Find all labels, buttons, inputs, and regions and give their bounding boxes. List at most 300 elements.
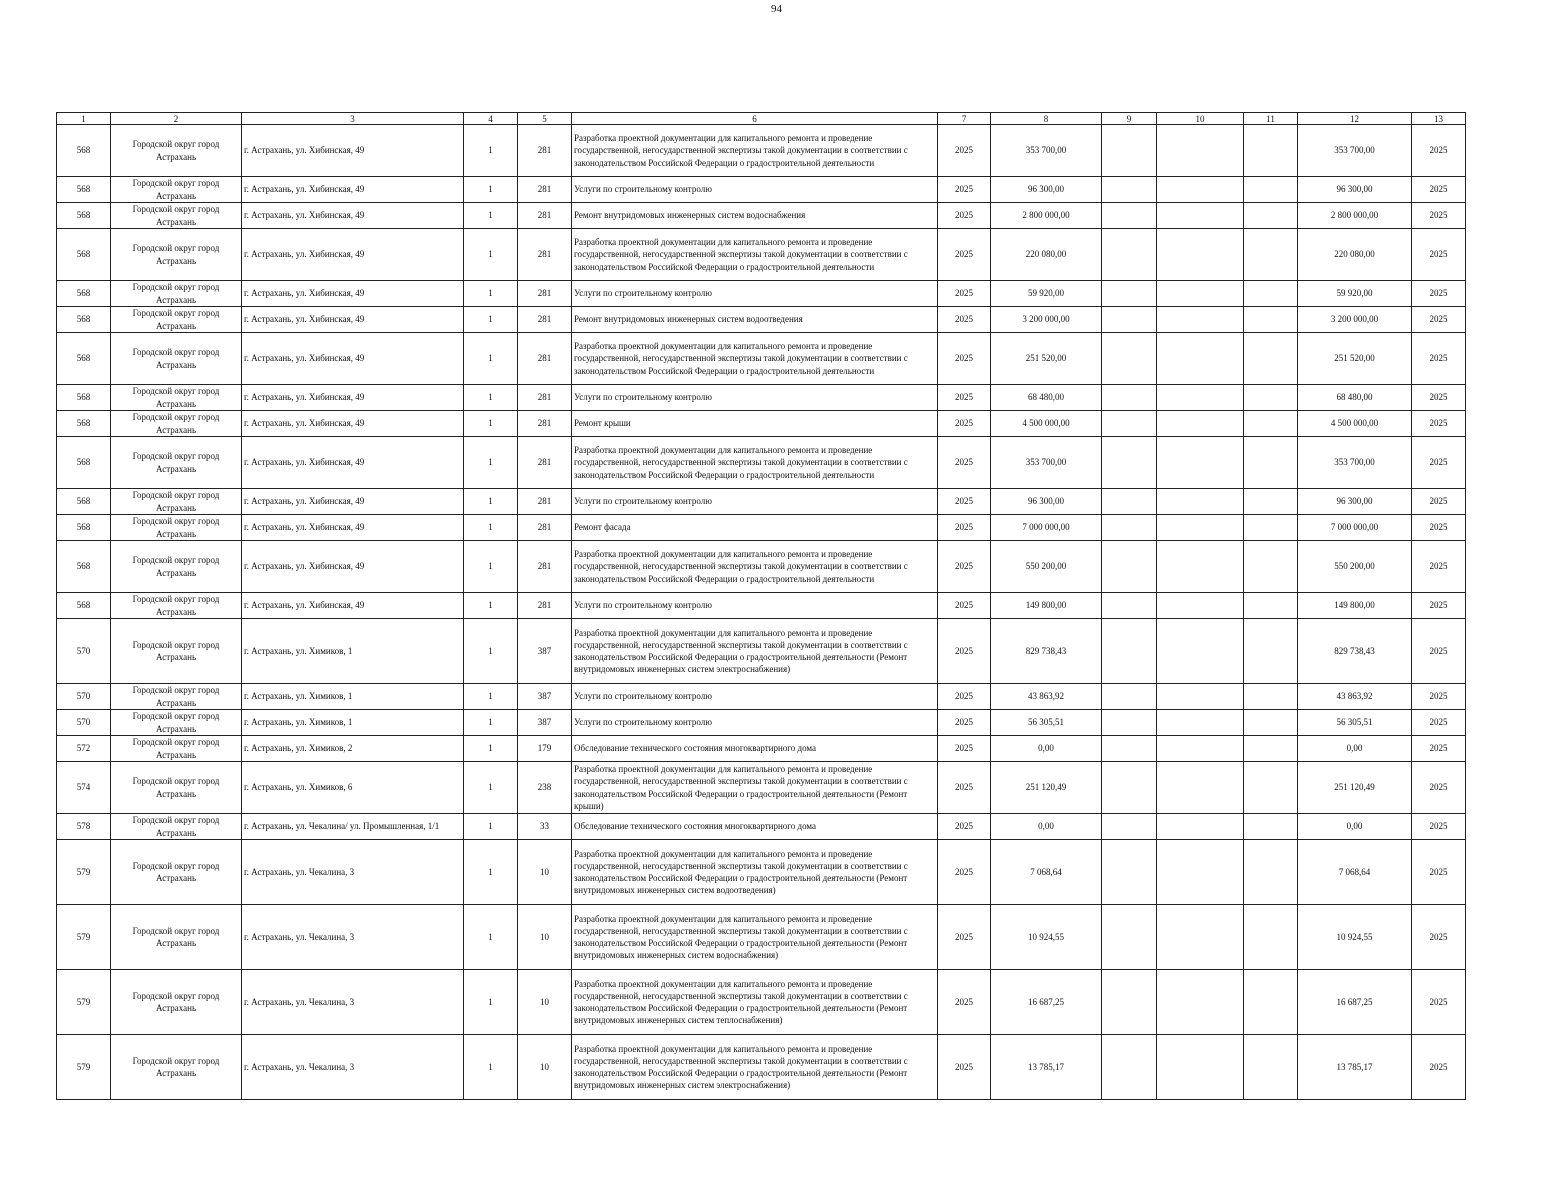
address-cell: г. Астрахань, ул. Химиков, 1 xyxy=(242,619,464,684)
municipality-cell: Городской округ город Астрахань xyxy=(111,593,242,619)
cost-column-12-cell: 353 700,00 xyxy=(1298,437,1412,489)
work-type-cell: Разработка проектной документации для капитального ремонта и проведение государственной, негосударственной экспертизы такой документации в соответствии с законодательством Российской Федерации о градостроительной деятельности (Ремонт внутридомовых инженерных систем теплоснабжения) xyxy=(572,970,938,1035)
column-9-value-cell xyxy=(1102,541,1157,593)
column-9-value-cell xyxy=(1102,281,1157,307)
cost-column-12-cell: 16 687,25 xyxy=(1298,970,1412,1035)
year-completion-cell: 2025 xyxy=(1412,437,1466,489)
header-row xyxy=(57,113,1466,125)
table-row xyxy=(57,736,1466,762)
work-type-cell: Обследование технического состояния многоквартирного дома xyxy=(572,814,938,840)
column-9-value-cell xyxy=(1102,385,1157,411)
column-9-value-cell xyxy=(1102,593,1157,619)
column-5-value-cell: 281 xyxy=(518,125,572,177)
table-row xyxy=(57,125,1466,177)
column-11-value-cell xyxy=(1244,411,1298,437)
column-5-value-cell: 281 xyxy=(518,411,572,437)
address-cell: г. Астрахань, ул. Хибинская, 49 xyxy=(242,489,464,515)
column-10-value-cell xyxy=(1157,229,1244,281)
year-planned-cell: 2025 xyxy=(938,541,991,593)
municipality-cell: Городской округ город Астрахань xyxy=(111,333,242,385)
table-row xyxy=(57,203,1466,229)
column-11-value-cell xyxy=(1244,970,1298,1035)
column-header-4: 4 xyxy=(464,113,518,125)
cost-column-12-cell: 0,00 xyxy=(1298,736,1412,762)
column-9-value-cell xyxy=(1102,307,1157,333)
table-row xyxy=(57,411,1466,437)
column-9-value-cell xyxy=(1102,125,1157,177)
municipality-cell: Городской округ город Астрахань xyxy=(111,489,242,515)
column-10-value-cell xyxy=(1157,177,1244,203)
table-row xyxy=(57,541,1466,593)
column-11-value-cell xyxy=(1244,489,1298,515)
column-11-value-cell xyxy=(1244,814,1298,840)
year-planned-cell: 2025 xyxy=(938,489,991,515)
year-planned-cell: 2025 xyxy=(938,905,991,970)
year-completion-cell: 2025 xyxy=(1412,1035,1466,1100)
municipality-cell: Городской округ город Астрахань xyxy=(111,814,242,840)
column-9-value-cell xyxy=(1102,970,1157,1035)
year-completion-cell: 2025 xyxy=(1412,736,1466,762)
column-5-value-cell: 281 xyxy=(518,515,572,541)
address-cell: г. Астрахань, ул. Хибинская, 49 xyxy=(242,125,464,177)
year-planned-cell: 2025 xyxy=(938,684,991,710)
column-10-value-cell xyxy=(1157,541,1244,593)
column-10-value-cell xyxy=(1157,710,1244,736)
column-4-value-cell: 1 xyxy=(464,203,518,229)
column-5-value-cell: 10 xyxy=(518,970,572,1035)
row-number-cell: 579 xyxy=(57,905,111,970)
municipality-cell: Городской округ город Астрахань xyxy=(111,1035,242,1100)
cost-column-12-cell: 4 500 000,00 xyxy=(1298,411,1412,437)
column-4-value-cell: 1 xyxy=(464,905,518,970)
column-9-value-cell xyxy=(1102,736,1157,762)
year-completion-cell: 2025 xyxy=(1412,619,1466,684)
table-row xyxy=(57,307,1466,333)
year-completion-cell: 2025 xyxy=(1412,333,1466,385)
table-row xyxy=(57,840,1466,905)
municipality-cell: Городской округ город Астрахань xyxy=(111,203,242,229)
column-11-value-cell xyxy=(1244,307,1298,333)
row-number-cell: 568 xyxy=(57,203,111,229)
work-type-cell: Услуги по строительному контролю xyxy=(572,684,938,710)
work-type-cell: Услуги по строительному контролю xyxy=(572,593,938,619)
column-4-value-cell: 1 xyxy=(464,437,518,489)
column-5-value-cell: 281 xyxy=(518,541,572,593)
column-11-value-cell xyxy=(1244,203,1298,229)
column-4-value-cell: 1 xyxy=(464,385,518,411)
year-completion-cell: 2025 xyxy=(1412,203,1466,229)
column-11-value-cell xyxy=(1244,684,1298,710)
work-type-cell: Разработка проектной документации для капитального ремонта и проведение государственной, негосударственной экспертизы такой документации в соответствии с законодательством Российской Федерации о градостроительной деятельности xyxy=(572,333,938,385)
year-planned-cell: 2025 xyxy=(938,593,991,619)
column-9-value-cell xyxy=(1102,515,1157,541)
column-5-value-cell: 281 xyxy=(518,307,572,333)
column-5-value-cell: 281 xyxy=(518,437,572,489)
column-4-value-cell: 1 xyxy=(464,281,518,307)
cost-column-12-cell: 550 200,00 xyxy=(1298,541,1412,593)
column-10-value-cell xyxy=(1157,385,1244,411)
address-cell: г. Астрахань, ул. Чекалина, 3 xyxy=(242,970,464,1035)
municipality-cell: Городской округ город Астрахань xyxy=(111,281,242,307)
cost-total-cell: 829 738,43 xyxy=(991,619,1102,684)
year-planned-cell: 2025 xyxy=(938,385,991,411)
cost-column-12-cell: 56 305,51 xyxy=(1298,710,1412,736)
municipality-cell: Городской округ город Астрахань xyxy=(111,970,242,1035)
column-header-7: 7 xyxy=(938,113,991,125)
table-row xyxy=(57,762,1466,814)
year-completion-cell: 2025 xyxy=(1412,710,1466,736)
cost-total-cell: 10 924,55 xyxy=(991,905,1102,970)
row-number-cell: 568 xyxy=(57,177,111,203)
column-11-value-cell xyxy=(1244,333,1298,385)
municipality-cell: Городской округ город Астрахань xyxy=(111,411,242,437)
column-header-12: 12 xyxy=(1298,113,1412,125)
year-completion-cell: 2025 xyxy=(1412,411,1466,437)
work-type-cell: Услуги по строительному контролю xyxy=(572,281,938,307)
municipality-cell: Городской округ город Астрахань xyxy=(111,541,242,593)
cost-column-12-cell: 251 120,49 xyxy=(1298,762,1412,814)
cost-total-cell: 353 700,00 xyxy=(991,125,1102,177)
column-4-value-cell: 1 xyxy=(464,684,518,710)
municipality-cell: Городской округ город Астрахань xyxy=(111,905,242,970)
row-number-cell: 578 xyxy=(57,814,111,840)
address-cell: г. Астрахань, ул. Химиков, 1 xyxy=(242,710,464,736)
municipality-cell: Городской округ город Астрахань xyxy=(111,684,242,710)
column-10-value-cell xyxy=(1157,762,1244,814)
column-header-6: 6 xyxy=(572,113,938,125)
cost-column-12-cell: 2 800 000,00 xyxy=(1298,203,1412,229)
cost-column-12-cell: 59 920,00 xyxy=(1298,281,1412,307)
work-type-cell: Разработка проектной документации для капитального ремонта и проведение государственной, негосударственной экспертизы такой документации в соответствии с законодательством Российской Федерации о градостроительной деятельности (Ремонт крыши) xyxy=(572,762,938,814)
municipality-cell: Городской округ город Астрахань xyxy=(111,762,242,814)
cost-column-12-cell: 0,00 xyxy=(1298,814,1412,840)
address-cell: г. Астрахань, ул. Хибинская, 49 xyxy=(242,281,464,307)
column-10-value-cell xyxy=(1157,684,1244,710)
year-completion-cell: 2025 xyxy=(1412,593,1466,619)
cost-total-cell: 4 500 000,00 xyxy=(991,411,1102,437)
table-row xyxy=(57,489,1466,515)
column-4-value-cell: 1 xyxy=(464,710,518,736)
address-cell: г. Астрахань, ул. Хибинская, 49 xyxy=(242,541,464,593)
column-5-value-cell: 281 xyxy=(518,385,572,411)
column-5-value-cell: 10 xyxy=(518,1035,572,1100)
work-type-cell: Разработка проектной документации для капитального ремонта и проведение государственной, негосударственной экспертизы такой документации в соответствии с законодательством Российской Федерации о градостроительной деятельности (Ремонт внутридомовых инженерных систем электроснабжения) xyxy=(572,1035,938,1100)
column-11-value-cell xyxy=(1244,177,1298,203)
cost-total-cell: 0,00 xyxy=(991,814,1102,840)
year-planned-cell: 2025 xyxy=(938,281,991,307)
year-planned-cell: 2025 xyxy=(938,970,991,1035)
municipality-cell: Городской округ город Астрахань xyxy=(111,840,242,905)
column-5-value-cell: 179 xyxy=(518,736,572,762)
column-10-value-cell xyxy=(1157,905,1244,970)
address-cell: г. Астрахань, ул. Чекалина/ ул. Промышленная, 1/1 xyxy=(242,814,464,840)
column-4-value-cell: 1 xyxy=(464,515,518,541)
column-11-value-cell xyxy=(1244,281,1298,307)
year-planned-cell: 2025 xyxy=(938,736,991,762)
column-4-value-cell: 1 xyxy=(464,125,518,177)
work-type-cell: Ремонт внутридомовых инженерных систем водоснабжения xyxy=(572,203,938,229)
year-completion-cell: 2025 xyxy=(1412,814,1466,840)
column-header-2: 2 xyxy=(111,113,242,125)
column-4-value-cell: 1 xyxy=(464,736,518,762)
table-row xyxy=(57,684,1466,710)
cost-column-12-cell: 96 300,00 xyxy=(1298,177,1412,203)
column-9-value-cell xyxy=(1102,710,1157,736)
work-type-cell: Ремонт крыши xyxy=(572,411,938,437)
cost-total-cell: 96 300,00 xyxy=(991,489,1102,515)
column-11-value-cell xyxy=(1244,229,1298,281)
cost-column-12-cell: 10 924,55 xyxy=(1298,905,1412,970)
year-completion-cell: 2025 xyxy=(1412,840,1466,905)
column-11-value-cell xyxy=(1244,762,1298,814)
column-4-value-cell: 1 xyxy=(464,411,518,437)
table-row xyxy=(57,905,1466,970)
table-row xyxy=(57,229,1466,281)
column-11-value-cell xyxy=(1244,1035,1298,1100)
cost-column-12-cell: 3 200 000,00 xyxy=(1298,307,1412,333)
work-type-cell: Разработка проектной документации для капитального ремонта и проведение государственной, негосударственной экспертизы такой документации в соответствии с законодательством Российской Федерации о градостроительной деятельности (Ремонт внутридомовых инженерных систем водоснабжения) xyxy=(572,905,938,970)
work-type-cell: Разработка проектной документации для капитального ремонта и проведение государственной, негосударственной экспертизы такой документации в соответствии с законодательством Российской Федерации о градостроительной деятельности xyxy=(572,437,938,489)
row-number-cell: 568 xyxy=(57,515,111,541)
column-10-value-cell xyxy=(1157,333,1244,385)
column-5-value-cell: 281 xyxy=(518,177,572,203)
address-cell: г. Астрахань, ул. Чекалина, 3 xyxy=(242,840,464,905)
cost-total-cell: 7 000 000,00 xyxy=(991,515,1102,541)
column-5-value-cell: 281 xyxy=(518,203,572,229)
column-11-value-cell xyxy=(1244,385,1298,411)
column-9-value-cell xyxy=(1102,411,1157,437)
column-5-value-cell: 281 xyxy=(518,333,572,385)
column-10-value-cell xyxy=(1157,411,1244,437)
year-completion-cell: 2025 xyxy=(1412,905,1466,970)
row-number-cell: 574 xyxy=(57,762,111,814)
column-header-8: 8 xyxy=(991,113,1102,125)
cost-total-cell: 550 200,00 xyxy=(991,541,1102,593)
column-9-value-cell xyxy=(1102,437,1157,489)
row-number-cell: 568 xyxy=(57,541,111,593)
table-row xyxy=(57,177,1466,203)
municipality-cell: Городской округ город Астрахань xyxy=(111,125,242,177)
column-header-1: 1 xyxy=(57,113,111,125)
row-number-cell: 570 xyxy=(57,684,111,710)
column-5-value-cell: 10 xyxy=(518,840,572,905)
year-completion-cell: 2025 xyxy=(1412,307,1466,333)
column-9-value-cell xyxy=(1102,905,1157,970)
year-planned-cell: 2025 xyxy=(938,203,991,229)
address-cell: г. Астрахань, ул. Чекалина, 3 xyxy=(242,1035,464,1100)
column-10-value-cell xyxy=(1157,840,1244,905)
column-4-value-cell: 1 xyxy=(464,762,518,814)
table-row xyxy=(57,515,1466,541)
cost-total-cell: 2 800 000,00 xyxy=(991,203,1102,229)
year-completion-cell: 2025 xyxy=(1412,762,1466,814)
year-planned-cell: 2025 xyxy=(938,840,991,905)
row-number-cell: 568 xyxy=(57,385,111,411)
column-9-value-cell xyxy=(1102,619,1157,684)
cost-total-cell: 3 200 000,00 xyxy=(991,307,1102,333)
column-11-value-cell xyxy=(1244,619,1298,684)
column-4-value-cell: 1 xyxy=(464,619,518,684)
address-cell: г. Астрахань, ул. Хибинская, 49 xyxy=(242,203,464,229)
municipality-cell: Городской округ город Астрахань xyxy=(111,515,242,541)
column-11-value-cell xyxy=(1244,840,1298,905)
municipality-cell: Городской округ город Астрахань xyxy=(111,710,242,736)
column-11-value-cell xyxy=(1244,710,1298,736)
cost-total-cell: 43 863,92 xyxy=(991,684,1102,710)
cost-total-cell: 96 300,00 xyxy=(991,177,1102,203)
cost-total-cell: 68 480,00 xyxy=(991,385,1102,411)
column-4-value-cell: 1 xyxy=(464,814,518,840)
year-completion-cell: 2025 xyxy=(1412,541,1466,593)
column-11-value-cell xyxy=(1244,736,1298,762)
year-completion-cell: 2025 xyxy=(1412,970,1466,1035)
page-number: 94 xyxy=(771,3,782,15)
column-9-value-cell xyxy=(1102,177,1157,203)
address-cell: г. Астрахань, ул. Химиков, 6 xyxy=(242,762,464,814)
column-4-value-cell: 1 xyxy=(464,489,518,515)
cost-total-cell: 56 305,51 xyxy=(991,710,1102,736)
cost-total-cell: 251 520,00 xyxy=(991,333,1102,385)
cost-column-12-cell: 220 080,00 xyxy=(1298,229,1412,281)
table-row xyxy=(57,385,1466,411)
address-cell: г. Астрахань, ул. Химиков, 2 xyxy=(242,736,464,762)
address-cell: г. Астрахань, ул. Хибинская, 49 xyxy=(242,593,464,619)
column-9-value-cell xyxy=(1102,333,1157,385)
municipality-cell: Городской округ город Астрахань xyxy=(111,619,242,684)
work-type-cell: Разработка проектной документации для капитального ремонта и проведение государственной, негосударственной экспертизы такой документации в соответствии с законодательством Российской Федерации о градостроительной деятельности xyxy=(572,229,938,281)
year-planned-cell: 2025 xyxy=(938,814,991,840)
year-planned-cell: 2025 xyxy=(938,762,991,814)
column-10-value-cell xyxy=(1157,203,1244,229)
column-5-value-cell: 33 xyxy=(518,814,572,840)
year-planned-cell: 2025 xyxy=(938,229,991,281)
column-4-value-cell: 1 xyxy=(464,970,518,1035)
address-cell: г. Астрахань, ул. Чекалина, 3 xyxy=(242,905,464,970)
municipality-cell: Городской округ город Астрахань xyxy=(111,229,242,281)
column-5-value-cell: 387 xyxy=(518,619,572,684)
column-10-value-cell xyxy=(1157,437,1244,489)
work-type-cell: Разработка проектной документации для капитального ремонта и проведение государственной, негосударственной экспертизы такой документации в соответствии с законодательством Российской Федерации о градостроительной деятельности xyxy=(572,541,938,593)
address-cell: г. Астрахань, ул. Хибинская, 49 xyxy=(242,229,464,281)
column-4-value-cell: 1 xyxy=(464,593,518,619)
column-4-value-cell: 1 xyxy=(464,229,518,281)
table-row xyxy=(57,593,1466,619)
cost-column-12-cell: 7 068,64 xyxy=(1298,840,1412,905)
cost-column-12-cell: 68 480,00 xyxy=(1298,385,1412,411)
column-5-value-cell: 387 xyxy=(518,684,572,710)
municipality-cell: Городской округ город Астрахань xyxy=(111,736,242,762)
work-type-cell: Ремонт фасада xyxy=(572,515,938,541)
row-number-cell: 568 xyxy=(57,229,111,281)
cost-total-cell: 16 687,25 xyxy=(991,970,1102,1035)
works-table xyxy=(56,112,1466,1100)
column-9-value-cell xyxy=(1102,1035,1157,1100)
column-11-value-cell xyxy=(1244,541,1298,593)
address-cell: г. Астрахань, ул. Хибинская, 49 xyxy=(242,437,464,489)
column-5-value-cell: 281 xyxy=(518,489,572,515)
column-10-value-cell xyxy=(1157,814,1244,840)
row-number-cell: 568 xyxy=(57,489,111,515)
column-5-value-cell: 10 xyxy=(518,905,572,970)
cost-total-cell: 353 700,00 xyxy=(991,437,1102,489)
work-type-cell: Ремонт внутридомовых инженерных систем водоотведения xyxy=(572,307,938,333)
column-11-value-cell xyxy=(1244,905,1298,970)
cost-column-12-cell: 96 300,00 xyxy=(1298,489,1412,515)
work-type-cell: Услуги по строительному контролю xyxy=(572,489,938,515)
column-5-value-cell: 281 xyxy=(518,281,572,307)
column-10-value-cell xyxy=(1157,736,1244,762)
column-10-value-cell xyxy=(1157,515,1244,541)
column-5-value-cell: 281 xyxy=(518,593,572,619)
table-row xyxy=(57,814,1466,840)
column-header-3: 3 xyxy=(242,113,464,125)
column-5-value-cell: 281 xyxy=(518,229,572,281)
row-number-cell: 579 xyxy=(57,1035,111,1100)
cost-column-12-cell: 251 520,00 xyxy=(1298,333,1412,385)
table-row xyxy=(57,619,1466,684)
column-10-value-cell xyxy=(1157,125,1244,177)
address-cell: г. Астрахань, ул. Хибинская, 49 xyxy=(242,177,464,203)
column-11-value-cell xyxy=(1244,593,1298,619)
cost-total-cell: 149 800,00 xyxy=(991,593,1102,619)
municipality-cell: Городской округ город Астрахань xyxy=(111,385,242,411)
address-cell: г. Астрахань, ул. Химиков, 1 xyxy=(242,684,464,710)
cost-total-cell: 251 120,49 xyxy=(991,762,1102,814)
column-header-9: 9 xyxy=(1102,113,1157,125)
year-planned-cell: 2025 xyxy=(938,177,991,203)
row-number-cell: 570 xyxy=(57,710,111,736)
table-row xyxy=(57,333,1466,385)
cost-total-cell: 59 920,00 xyxy=(991,281,1102,307)
cost-column-12-cell: 43 863,92 xyxy=(1298,684,1412,710)
table-row xyxy=(57,1035,1466,1100)
year-completion-cell: 2025 xyxy=(1412,125,1466,177)
address-cell: г. Астрахань, ул. Хибинская, 49 xyxy=(242,333,464,385)
column-header-10: 10 xyxy=(1157,113,1244,125)
column-4-value-cell: 1 xyxy=(464,307,518,333)
year-planned-cell: 2025 xyxy=(938,125,991,177)
column-10-value-cell xyxy=(1157,1035,1244,1100)
column-10-value-cell xyxy=(1157,619,1244,684)
row-number-cell: 568 xyxy=(57,437,111,489)
column-10-value-cell xyxy=(1157,307,1244,333)
column-10-value-cell xyxy=(1157,489,1244,515)
column-4-value-cell: 1 xyxy=(464,840,518,905)
row-number-cell: 568 xyxy=(57,125,111,177)
work-type-cell: Разработка проектной документации для капитального ремонта и проведение государственной, негосударственной экспертизы такой документации в соответствии с законодательством Российской Федерации о градостроительной деятельности (Ремонт внутридомовых инженерных систем электроснабжения) xyxy=(572,619,938,684)
column-10-value-cell xyxy=(1157,281,1244,307)
row-number-cell: 568 xyxy=(57,411,111,437)
address-cell: г. Астрахань, ул. Хибинская, 49 xyxy=(242,307,464,333)
row-number-cell: 568 xyxy=(57,307,111,333)
address-cell: г. Астрахань, ул. Хибинская, 49 xyxy=(242,385,464,411)
cost-total-cell: 13 785,17 xyxy=(991,1035,1102,1100)
year-planned-cell: 2025 xyxy=(938,619,991,684)
year-planned-cell: 2025 xyxy=(938,437,991,489)
row-number-cell: 572 xyxy=(57,736,111,762)
municipality-cell: Городской округ город Астрахань xyxy=(111,437,242,489)
column-4-value-cell: 1 xyxy=(464,177,518,203)
column-9-value-cell xyxy=(1102,762,1157,814)
address-cell: г. Астрахань, ул. Хибинская, 49 xyxy=(242,411,464,437)
column-header-11: 11 xyxy=(1244,113,1298,125)
work-type-cell: Услуги по строительному контролю xyxy=(572,710,938,736)
row-number-cell: 568 xyxy=(57,333,111,385)
municipality-cell: Городской округ город Астрахань xyxy=(111,177,242,203)
year-completion-cell: 2025 xyxy=(1412,229,1466,281)
year-completion-cell: 2025 xyxy=(1412,684,1466,710)
cost-total-cell: 220 080,00 xyxy=(991,229,1102,281)
